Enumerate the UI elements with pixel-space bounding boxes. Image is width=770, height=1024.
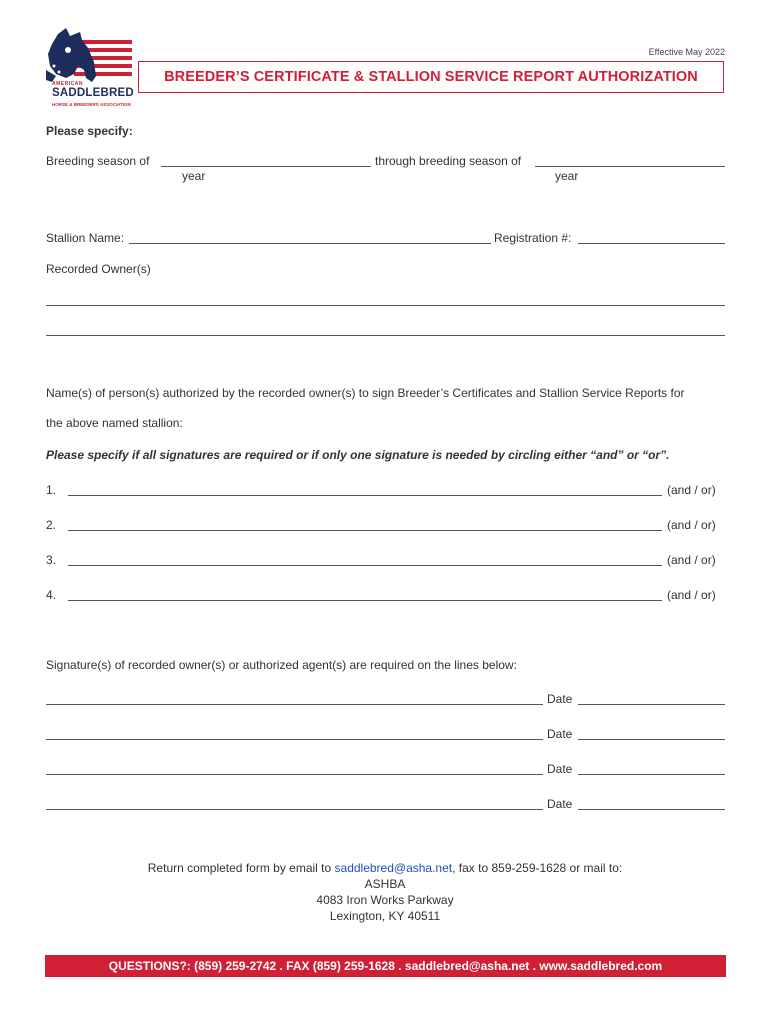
authorized-intro-line2: the above named stallion: xyxy=(46,416,183,430)
and-or-choice[interactable]: (and / or) xyxy=(667,483,716,497)
return-suffix: , fax to 859-259-1628 or mail to: xyxy=(452,861,623,875)
authorized-person-field-2[interactable] xyxy=(68,530,662,531)
and-or-choice[interactable]: (and / or) xyxy=(667,553,716,567)
breeding-season-start-field[interactable] xyxy=(161,166,371,167)
signature-field-1[interactable] xyxy=(46,704,543,705)
registration-label: Registration #: xyxy=(494,231,572,245)
authorized-intro-line1: Name(s) of person(s) authorized by the recorded owner(s) to sign Breeder’s Certificates and Stallion Service Reports for xyxy=(46,386,685,400)
logo-text-top: AMERICAN xyxy=(52,81,83,87)
recorded-owners-label: Recorded Owner(s) xyxy=(46,262,151,276)
breeding-season-end-field[interactable] xyxy=(535,166,725,167)
signature-field-2[interactable] xyxy=(46,739,543,740)
authorized-person-field-1[interactable] xyxy=(68,495,662,496)
mail-org: ASHBA xyxy=(364,877,406,891)
stallion-name-field[interactable] xyxy=(129,243,491,244)
entry-number: 4. xyxy=(46,588,57,602)
return-instructions xyxy=(0,861,770,877)
please-specify-label: Please specify: xyxy=(46,124,133,138)
effective-date: Effective May 2022 xyxy=(648,47,725,57)
mail-city: Lexington, KY 40511 xyxy=(329,909,441,923)
authorized-person-field-3[interactable] xyxy=(68,565,662,566)
return-prefix: Return completed form by email to xyxy=(147,861,335,875)
entry-number: 3. xyxy=(46,553,57,567)
signature-field-3[interactable] xyxy=(46,774,543,775)
through-season-label: through breeding season of xyxy=(375,154,522,168)
circle-instruction: Please specify if all signatures are required or if only one signature is needed by circling either “and” or “or”. xyxy=(46,448,670,462)
mail-street: 4083 Iron Works Parkway xyxy=(316,893,454,907)
signature-field-4[interactable] xyxy=(46,809,543,810)
date-field-3[interactable] xyxy=(578,774,725,775)
year-caption-start: year xyxy=(182,169,206,183)
date-label: Date xyxy=(547,692,573,706)
entry-number: 1. xyxy=(46,483,57,497)
return-email-link[interactable]: saddlebred@asha.net xyxy=(334,861,453,875)
signatures-intro: Signature(s) of recorded owner(s) or authorized agent(s) are required on the lines below: xyxy=(46,658,517,672)
questions-bar xyxy=(45,955,726,977)
date-field-2[interactable] xyxy=(578,739,725,740)
date-label: Date xyxy=(547,797,573,811)
date-field-4[interactable] xyxy=(578,809,725,810)
form-title-box xyxy=(138,61,724,93)
and-or-choice[interactable]: (and / or) xyxy=(667,518,716,532)
form-title: BREEDER’S CERTIFICATE & STALLION SERVICE REPORT AUTHORIZATION xyxy=(164,69,698,85)
date-field-1[interactable] xyxy=(578,704,725,705)
stallion-name-label: Stallion Name: xyxy=(46,231,125,245)
year-caption-end: year xyxy=(555,169,579,183)
breeding-season-label: Breeding season of xyxy=(46,154,150,168)
association-logo xyxy=(44,26,136,110)
authorized-person-field-4[interactable] xyxy=(68,600,662,601)
logo-text-main: SADDLEBRED xyxy=(52,87,134,99)
date-label: Date xyxy=(547,762,573,776)
recorded-owner-field-1[interactable] xyxy=(46,305,725,306)
entry-number: 2. xyxy=(46,518,57,532)
recorded-owner-field-2[interactable] xyxy=(46,335,725,336)
logo-text-bottom: HORSE & BREEDERS ASSOCIATION xyxy=(52,102,131,107)
date-label: Date xyxy=(547,727,573,741)
registration-number-field[interactable] xyxy=(578,243,725,244)
questions-text: QUESTIONS?: (859) 259-2742 . FAX (859) 259-1628 . saddlebred@asha.net . www.saddlebred.com xyxy=(108,959,663,973)
and-or-choice[interactable]: (and / or) xyxy=(667,588,716,602)
